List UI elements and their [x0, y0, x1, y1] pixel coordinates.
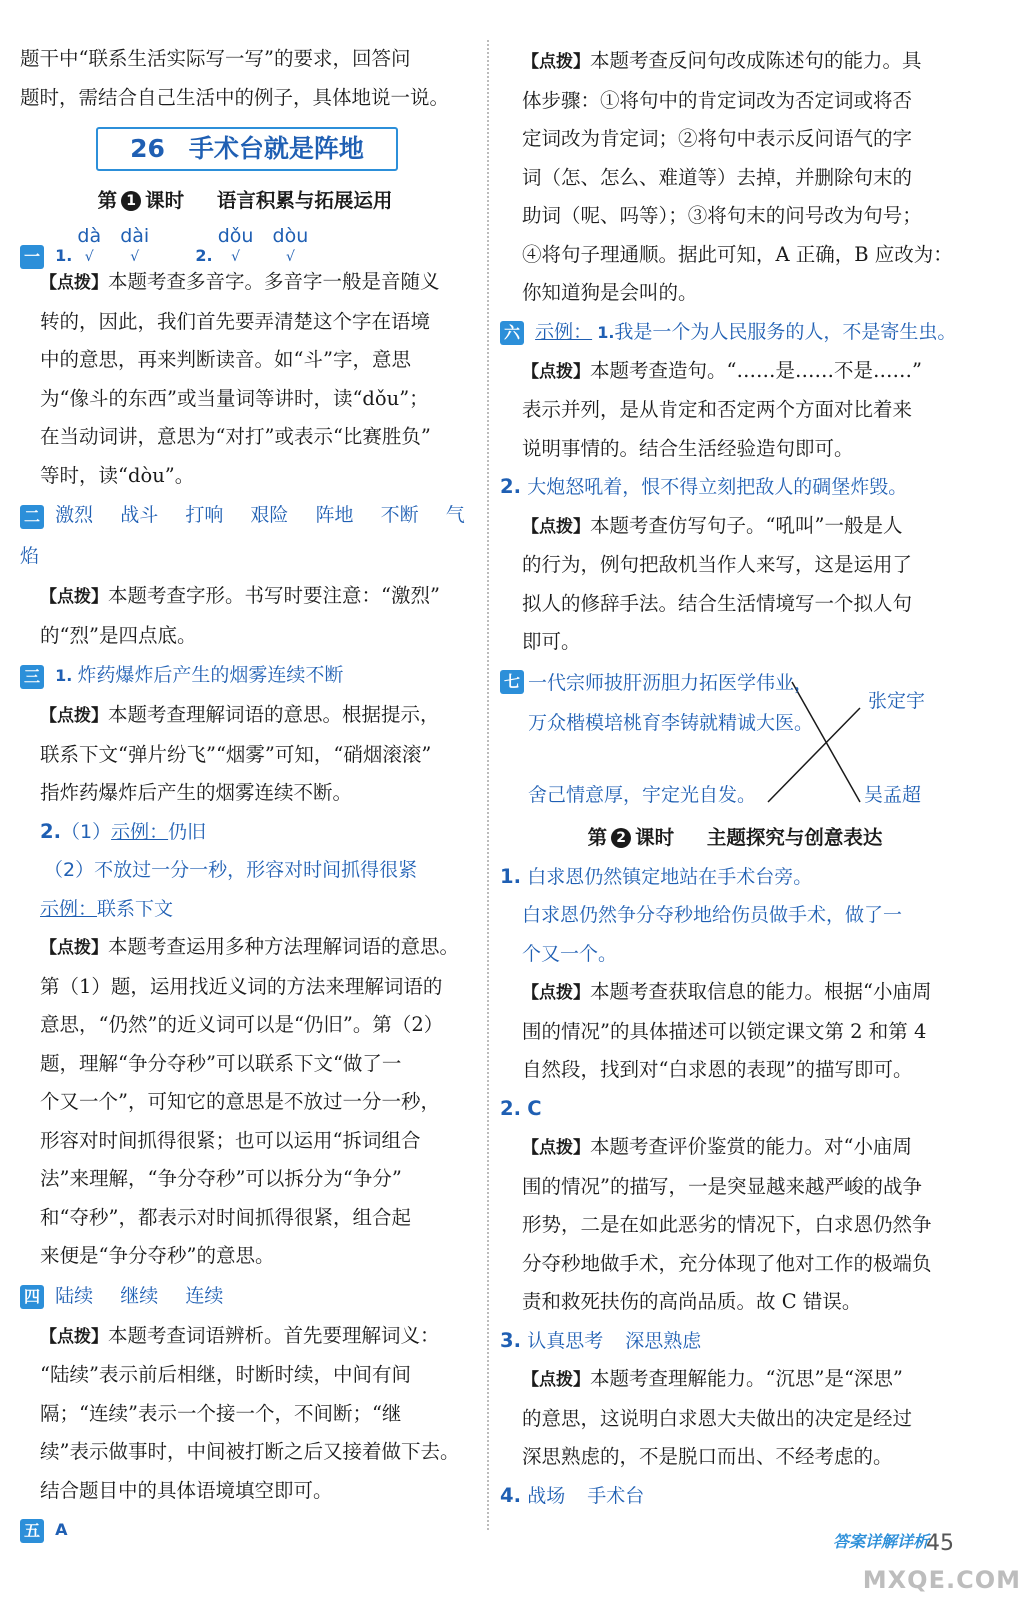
match-left-item: 舍己情意厚，宇定光自发。	[528, 783, 757, 806]
lesson-name: 手术台就是阵地	[188, 134, 364, 163]
badge-5: 五	[20, 1519, 44, 1543]
page-number: 45	[926, 1531, 954, 1556]
hint-2: 【点拨】本题考查字形。书写时要注意：“激烈” 的“烈”是四点底。	[40, 584, 440, 647]
question-6: 六 示例： 1.我是一个为人民服务的人，不是寄生虫。	[500, 313, 970, 352]
hint-4: 【点拨】本题考查词语辨析。首先要理解词义： “陆续”表示前后相继，时断时续，中间有间 隔；“连续”表示一个接一个，不间断；“继 续”表示做事时，中间被打断之后又接着做下去。 结合题目中的具体语境填空即可。	[40, 1323, 460, 1502]
intro-line: 题时，需结合自己生活中的例子，具体地说一说。	[20, 85, 450, 109]
question-1: 一 1. dà √ dài √ 2. dǒu √ dòu √	[20, 221, 470, 263]
hint-3a: 【点拨】本题考查理解词语的意思。根据提示， 联系下文“弹片纷飞”“烟雾”可知，“硝烟滚滚” 指炸药爆炸后产生的烟雾连续不断。 2.（1）示例：仍旧 （2）不放过一分一秒，形容对时间抓得很紧 示例：联系下文 【点拨】本题考查运用多种方法理解词语的意思。 第（1）题，运用找近义词的方法来理解词语的 意思，“仍然”的近义词可以是“仍旧”。第（2） 题，理解“争分夺秒”可以联系下文“做了一 个又一个”，可知它的意思是不放过一分一秒， 形容对时间抓得很紧；也可以运用“拆词组合 法”来理解，“争分夺秒”可以拆分为“争分” 和“夺秒”，都表示对时间抓得很紧，组合起 来便是“争分夺秒”的意思。	[40, 703, 460, 1267]
match-left-item: 万众楷模培桃育李铸就精诚大医。	[528, 711, 814, 734]
hint-1: 【点拨】本题考查多音字。多音字一般是音随义 转的，因此，我们首先要弄清楚这个字在语境 中的意思，再来判断读音。如“斗”字，意思 为“像斗的东西”或当量词等讲时，读“dǒu”； 在当动词讲，意思为“对打”或表示“比赛胜负” 等时，读“dòu”。	[40, 270, 440, 487]
badge-6: 六	[500, 321, 524, 345]
answer-1: 1. 白求恩仍然镇定地站在手术台旁。	[500, 864, 813, 888]
hint-5: 【点拨】本题考查反问句改成陈述句的能力。具 体步骤：①将句中的肯定词改为否定词或将否 定词改为肯定词；②将句中表示反问语气的字 词（怎、怎么、难道等）去掉，并删除句末的 助词（呢、吗等）；③将句末的问号改为句号； ④将句子理通顺。据此可知，A 正确，B 应改为： 你知道狗是会叫的。	[522, 49, 953, 304]
column-divider	[487, 40, 489, 1530]
badge-1: 一	[20, 245, 44, 269]
right-column: 【点拨】本题考查反问句改成陈述句的能力。具 体步骤：①将句中的肯定词改为否定词或将否 定词改为肯定词；②将句中表示反问语气的字 词（怎、怎么、难道等）去掉，并删除句末的 助词（呢、吗等）；③将句末的问号改为句号； ④将句子理通顺。据此可知，A 正确，B 应改为： 你知道狗是会叫的。 六 示例： 1.我是一个为人民服务的人，不是寄生虫。 【点拨】本题考查造句。“……是……不是……” 表示并列，是从肯定和否定两个方面对比着来 说明事情的。结合生活经验造句即可。 2. 大炮怒吼着，恨不得立刻把敌人的碉堡炸毁。 【点拨】本题考查仿写句子。“吼叫”一般是人 的行为，例句把敌机当作人来写，这是运用了 拟人的修辞手法。结合生活情境写一个拟人句 即可。 七 一代宗师披肝沥胆力拓医学伟业， 万众楷模培桃育李铸就精诚大医。 舍己情意厚，宇定光自发。 张定宇 吴孟超 第 2 课时 主题探究与创意表达 1. 白求恩仍然镇定地站在手术台旁。 白求恩仍然争分夺秒地给伤员做手术，做了一 个又一个。 【点拨】本题考查获取信息的能力。根据“小庙周 围的情况”的具体描述可以锁定课文第 2 和第 4 自然段，找到对“白求恩的表现”的描写即可。 2. C 【点拨】本题考查评价鉴赏的能力。对“小庙周 围的情况”的描写，一是突显越来越严峻的战争 形势，二是在如此恶劣的情况下，白求恩仍然争 分夺秒地做手术，充分体现了他对工作的极端负 责和救死扶伤的高尚品质。故 C 错误。 3. 认真思考 深思熟虑 【点拨】本题考查理解能力。“沉思”是“深思” 的意思，这说明白求恩大夫做出的决定是经过 深思熟虑的，不是脱口而出、不经考虑的。 4. 战场 手术台	[500, 0, 970, 1515]
hint-6b: 【点拨】本题考查仿写句子。“吼叫”一般是人 的行为，例句把敌机当作人来写，这是运用了 拟人的修辞手法。结合生活情境写一个拟人句 即可。	[522, 513, 913, 653]
badge-7: 七	[500, 670, 524, 694]
left-column	[20, 0, 470, 1550]
answer-2: 2. C	[500, 1096, 542, 1120]
question-2: 二 激烈 战斗 打响 艰险 阵地 不断 气焰	[20, 504, 465, 567]
lesson-title	[96, 127, 398, 171]
intro-line: 题干中“联系生活实际写一写”的要求，回答问	[20, 47, 411, 70]
hint-6: 【点拨】本题考查造句。“……是……不是……” 表示并列，是从肯定和否定两个方面对比着来 说明事情的。结合生活经验造句即可。	[522, 358, 922, 460]
question-3: 三 1. 炸药爆炸后产生的烟雾连续不断	[20, 655, 470, 696]
match-right-item: 吴孟超	[864, 783, 922, 806]
question-4: 四 陆续 继续 连续	[20, 1276, 470, 1317]
match-right-item: 张定宇	[868, 689, 926, 712]
question-5: 五 A	[20, 1510, 470, 1550]
lesson-number: 26	[130, 134, 165, 163]
watermark: MXQE.COM	[862, 1566, 1021, 1594]
section-heading-2: 第 2 课时 主题探究与创意表达	[587, 825, 883, 849]
badge-4: 四	[20, 1285, 44, 1309]
section-heading-1: 第 1 课时 语言积累与拓展运用	[97, 189, 393, 212]
badge-2: 二	[20, 505, 44, 529]
question-7-matching	[500, 668, 970, 818]
badge-3: 三	[20, 665, 44, 689]
match-left-item: 一代宗师披肝沥胆力拓医学伟业，	[528, 671, 814, 694]
answer-4: 4. 战场 手术台	[500, 1483, 645, 1507]
footer-tag: 答案详解详析	[832, 1532, 929, 1551]
answer-3: 3. 认真思考 深思熟虑	[500, 1328, 702, 1352]
